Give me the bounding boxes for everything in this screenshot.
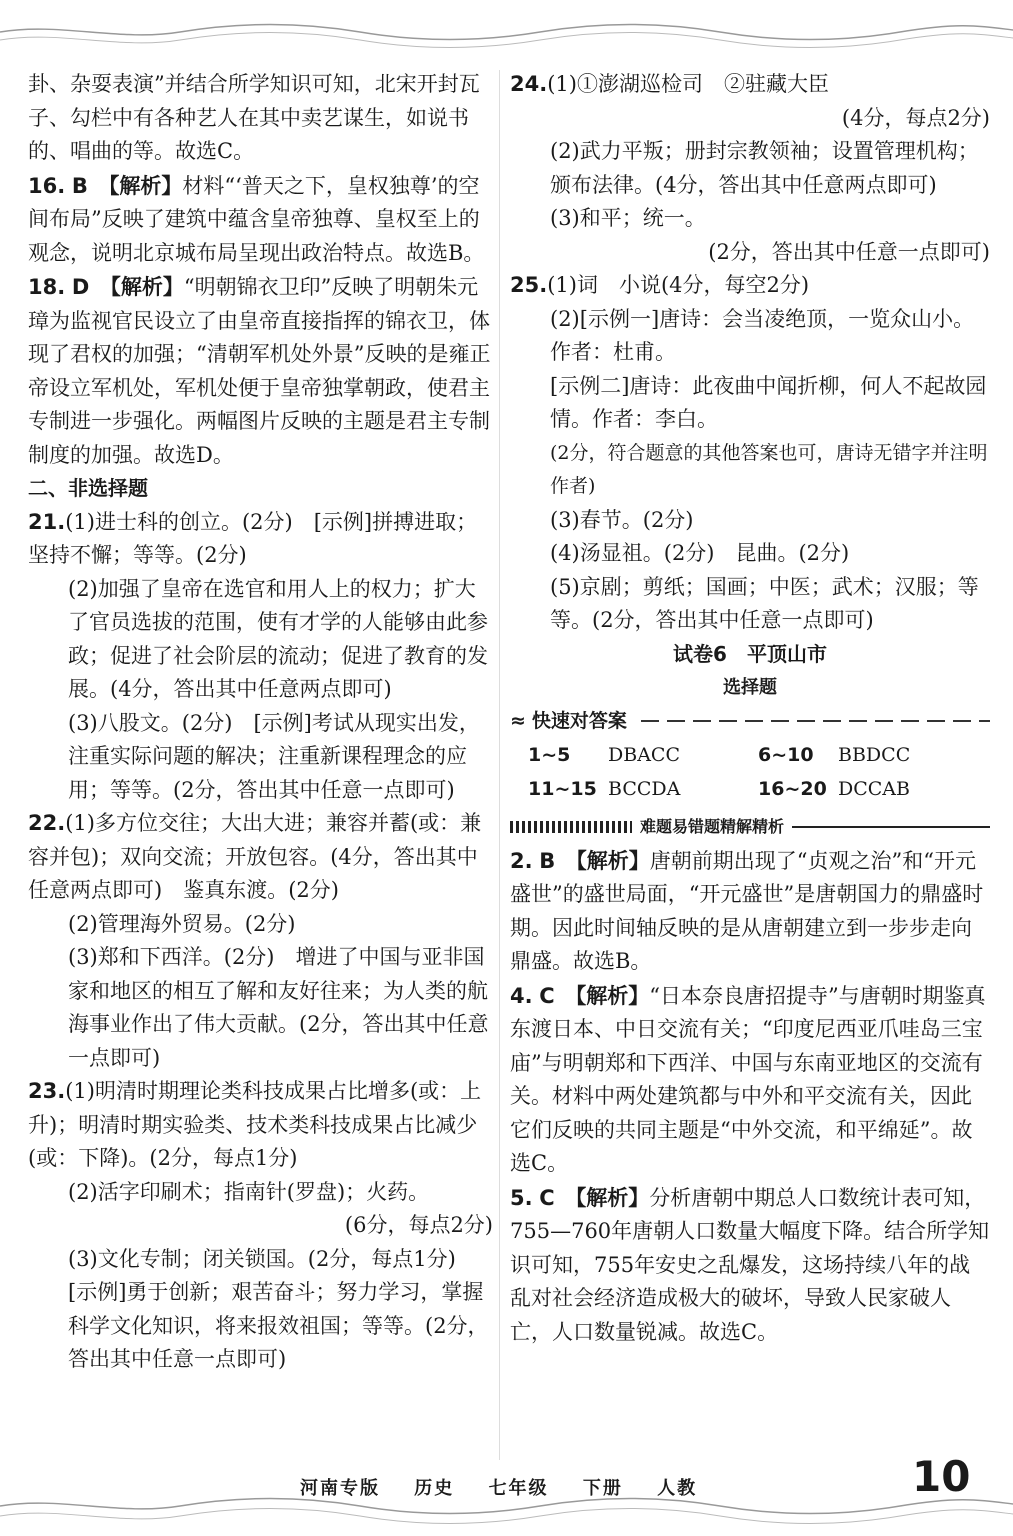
- paper-title: 试卷6 平顶山市: [673, 641, 827, 666]
- answer-22-part3: (3)郑和下西洋。(2分) 增进了中国与亚非国家和地区的相互了解和友好往来；为人类的航海事业作出了伟大贡献。(2分，答出其中任意一点即可): [68, 945, 489, 1070]
- answer-5: 5. C 【解析】分析唐朝中期总人口数统计表可知，755—760年唐朝人口数量大幅度下降。结合所学知识可知，755年安史之乱爆发，这场持续八年的战乱对社会经济造成极大的破坏，导致人民家破人亡，人口数量锐减。故选C。: [510, 1184, 990, 1344]
- continued-answer: 卦、杂耍表演”并结合所学知识可知，北宋开封瓦子、勾栏中有各种艺人在其中卖艺谋生，如说书的、唱曲的等。故选C。: [28, 72, 480, 163]
- page-footer: 河南专版 历史 七年级 下册 人教: [300, 1478, 698, 1499]
- answer-24-score: (4分，每点2分): [841, 105, 990, 130]
- answer-23-part2: (2)活字印刷术；指南针(罗盘)；火药。: [68, 1179, 430, 1204]
- answer-21-part3: (3)八股文。(2分) [示例]考试从现实出发，注重实际问题的解决；注重新课程理念的应用；等等。(2分，答出其中任意一点即可): [68, 710, 480, 802]
- answer-18: 18. D 【解析】“明朝锦衣卫印”反映了明朝朱元璋为监视官民设立了由皇帝直接指挥的锦衣卫，体现了君权的加强；“清朝军机处外景”反映的是雍正帝设立军机处，军机处便于皇帝独掌朝政，使君主专制进一步强化。两幅图片反映的主题是君主专制制度的加强。故选D。: [28, 274, 491, 467]
- page-number: 10: [912, 1452, 971, 1501]
- difficult-questions-heading: 难题易错题精解精析: [510, 810, 990, 844]
- answer-25-part5: (5)京剧；剪纸；国画；中医；武术；汉服；等等。(2分，答出其中任意一点即可): [550, 574, 979, 632]
- answer-23-example: [示例]勇于创新；艰苦奋斗；努力学习，掌握科学文化知识，将来报效祖国；等等。(2分，答出其中任意一点即可): [68, 1280, 489, 1371]
- answer-16: 16. B 【解析】材料“‘普天之下，皇权独尊’的空间布局”反映了建筑中蕴含皇帝独尊、皇权至上的观念，说明北京城布局呈现出政治特点。故选B。: [28, 172, 485, 265]
- answer-25-note: (2分，符合题意的其他答案也可，唐诗无错字并注明作者): [550, 441, 988, 497]
- answer-21-part2: (2)加强了皇帝在选官和用人上的权力；扩大了官员选拔的范围，使有才学的人能够由此参政；促进了社会阶层的流动；促进了教育的发展。(4分，答出其中任意两点即可): [68, 576, 488, 701]
- section-heading: 二、非选择题: [28, 476, 148, 500]
- column-divider: [499, 70, 500, 1460]
- answer-23-part3: (3)文化专制；闭关锁国。(2分，每点1分): [68, 1246, 456, 1271]
- left-column: [28, 68, 493, 1377]
- answer-25-part3: (3)春节。(2分): [550, 507, 694, 532]
- paper-subtitle: 选择题: [723, 677, 777, 698]
- answer-22: 22.(1)多方位交往；大出大进；兼容并蓄(或：兼容并包)；双向交流；开放包容。(4分，答出其中任意两点即可) 鉴真东渡。(2分): [28, 811, 482, 902]
- answer-25-example2: [示例二]唐诗：此夜曲中闻折柳，何人不起故园情。作者：李白。: [550, 373, 987, 431]
- answer-21: 21.(1)进士科的创立。(2分) [示例]拼搏进取；坚持不懈；等等。(2分): [28, 509, 478, 567]
- answer-24: 24.(1)①澎湖巡检司 ②驻藏大臣: [510, 72, 829, 96]
- answer-4: 4. C 【解析】“日本奈良唐招提寺”与唐朝时期鉴真东渡日本、中日交流有关；“印度尼西亚爪哇岛三宝庙”与明朝郑和下西洋、中国与东南亚地区的交流有关。材料中两处建筑都与中外和平交流有关，因此它们反映的共同主题是“中外交流，和平绵延”。故选C。: [510, 982, 986, 1175]
- answer-24-part3-score: (2分，答出其中任意一点即可): [708, 239, 990, 264]
- answer-24-part3: (3)和平；统一。: [550, 206, 706, 230]
- answer-24-part2: (2)武力平叛；册封宗教领袖；设置管理机构；颁布法律。(4分，答出其中任意两点即可): [550, 139, 979, 197]
- quick-answers-heading: ≈ 快速对答案: [510, 705, 990, 739]
- answer-2: 2. B 【解析】唐朝前期出现了“贞观之治”和“开元盛世”的盛世局面，“开元盛世”是唐朝国力的鼎盛时期。因此时间轴反映的是从唐朝建立到一步步走向鼎盛。故选B。: [510, 847, 984, 973]
- answer-23: 23.(1)明清时期理论类科技成果占比增多(或：上升)；明清时期实验类、技术类科技成果占比减少(或：下降)。(2分，每点1分): [28, 1079, 482, 1170]
- answer-23-part2-score: (6分，每点2分): [344, 1213, 493, 1237]
- wave-icon: ≈: [510, 709, 526, 732]
- right-column: [510, 68, 990, 1349]
- quick-answers-table: 1~5 DBACC 6~10 BBDCC 11~15 BCCDA 16~20 DCCAB: [528, 744, 911, 800]
- top-decoration: [0, 0, 1013, 60]
- answer-22-part2: (2)管理海外贸易。(2分): [68, 911, 296, 936]
- answer-25-part2: (2)[示例一]唐诗：会当凌绝顶，一览众山小。作者：杜甫。: [550, 306, 975, 364]
- answer-25-part4: (4)汤显祖。(2分) 昆曲。(2分): [550, 541, 850, 565]
- answer-25: 25.(1)词 小说(4分，每空2分): [510, 273, 810, 297]
